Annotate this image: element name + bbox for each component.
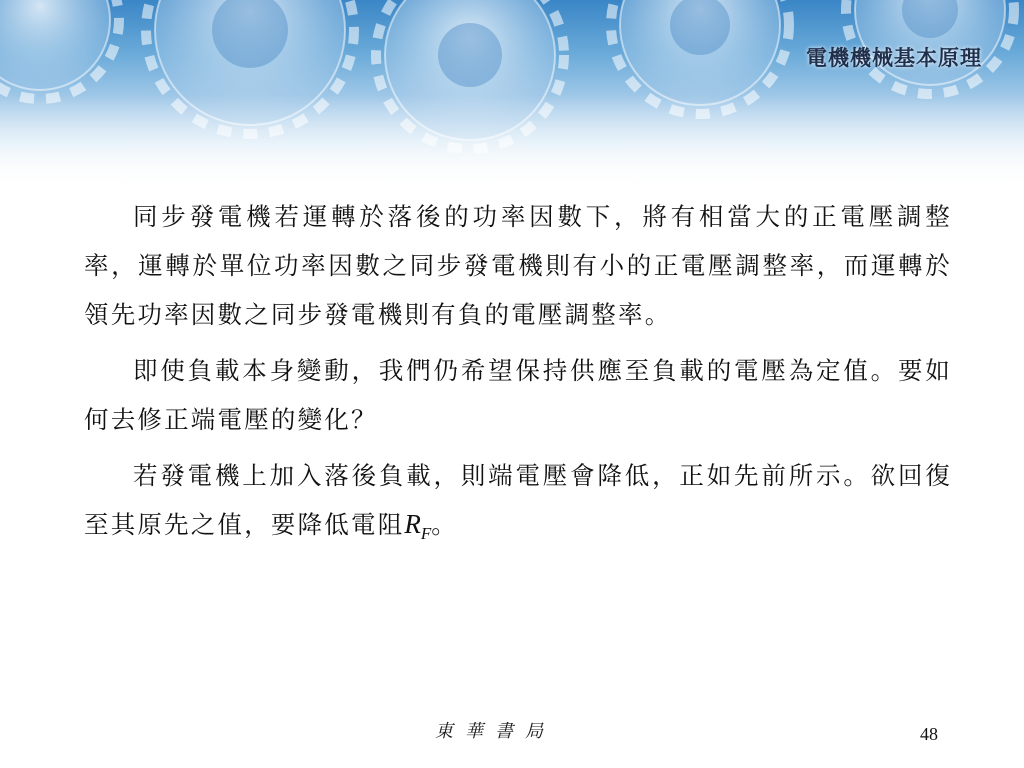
publisher-label: 東華書局 xyxy=(435,721,555,742)
resistance-symbol: $R_F$ xyxy=(404,509,432,543)
paragraph-3-end: 。 xyxy=(431,510,458,539)
paragraph-2: 即使負載本身變動，我們仍希望保持供應至負載的電壓為定值。要如何去修正端電壓的變化？ xyxy=(84,356,952,434)
page-number: 48 xyxy=(920,724,938,744)
body-text xyxy=(84,192,952,565)
resistance-subscript: F xyxy=(420,524,432,543)
header-banner xyxy=(0,0,1024,190)
gears-icon xyxy=(0,0,1024,190)
paragraph-1: 同步發電機若運轉於落後的功率因數下，將有相當大的正電壓調整率，運轉於單位功率因數之同步發電機則有小的正電壓調整率，而運轉於領先功率因數之同步發電機則有負的電壓調整率。 xyxy=(84,202,952,329)
paragraph-3 xyxy=(84,451,952,558)
course-title: 電機機械基本原理 xyxy=(806,46,982,70)
paragraph-3-text: 若發電機上加入落後負載，則端電壓會降低，正如先前所示。欲回復至其原先之值，要降低電阻 xyxy=(84,461,952,539)
